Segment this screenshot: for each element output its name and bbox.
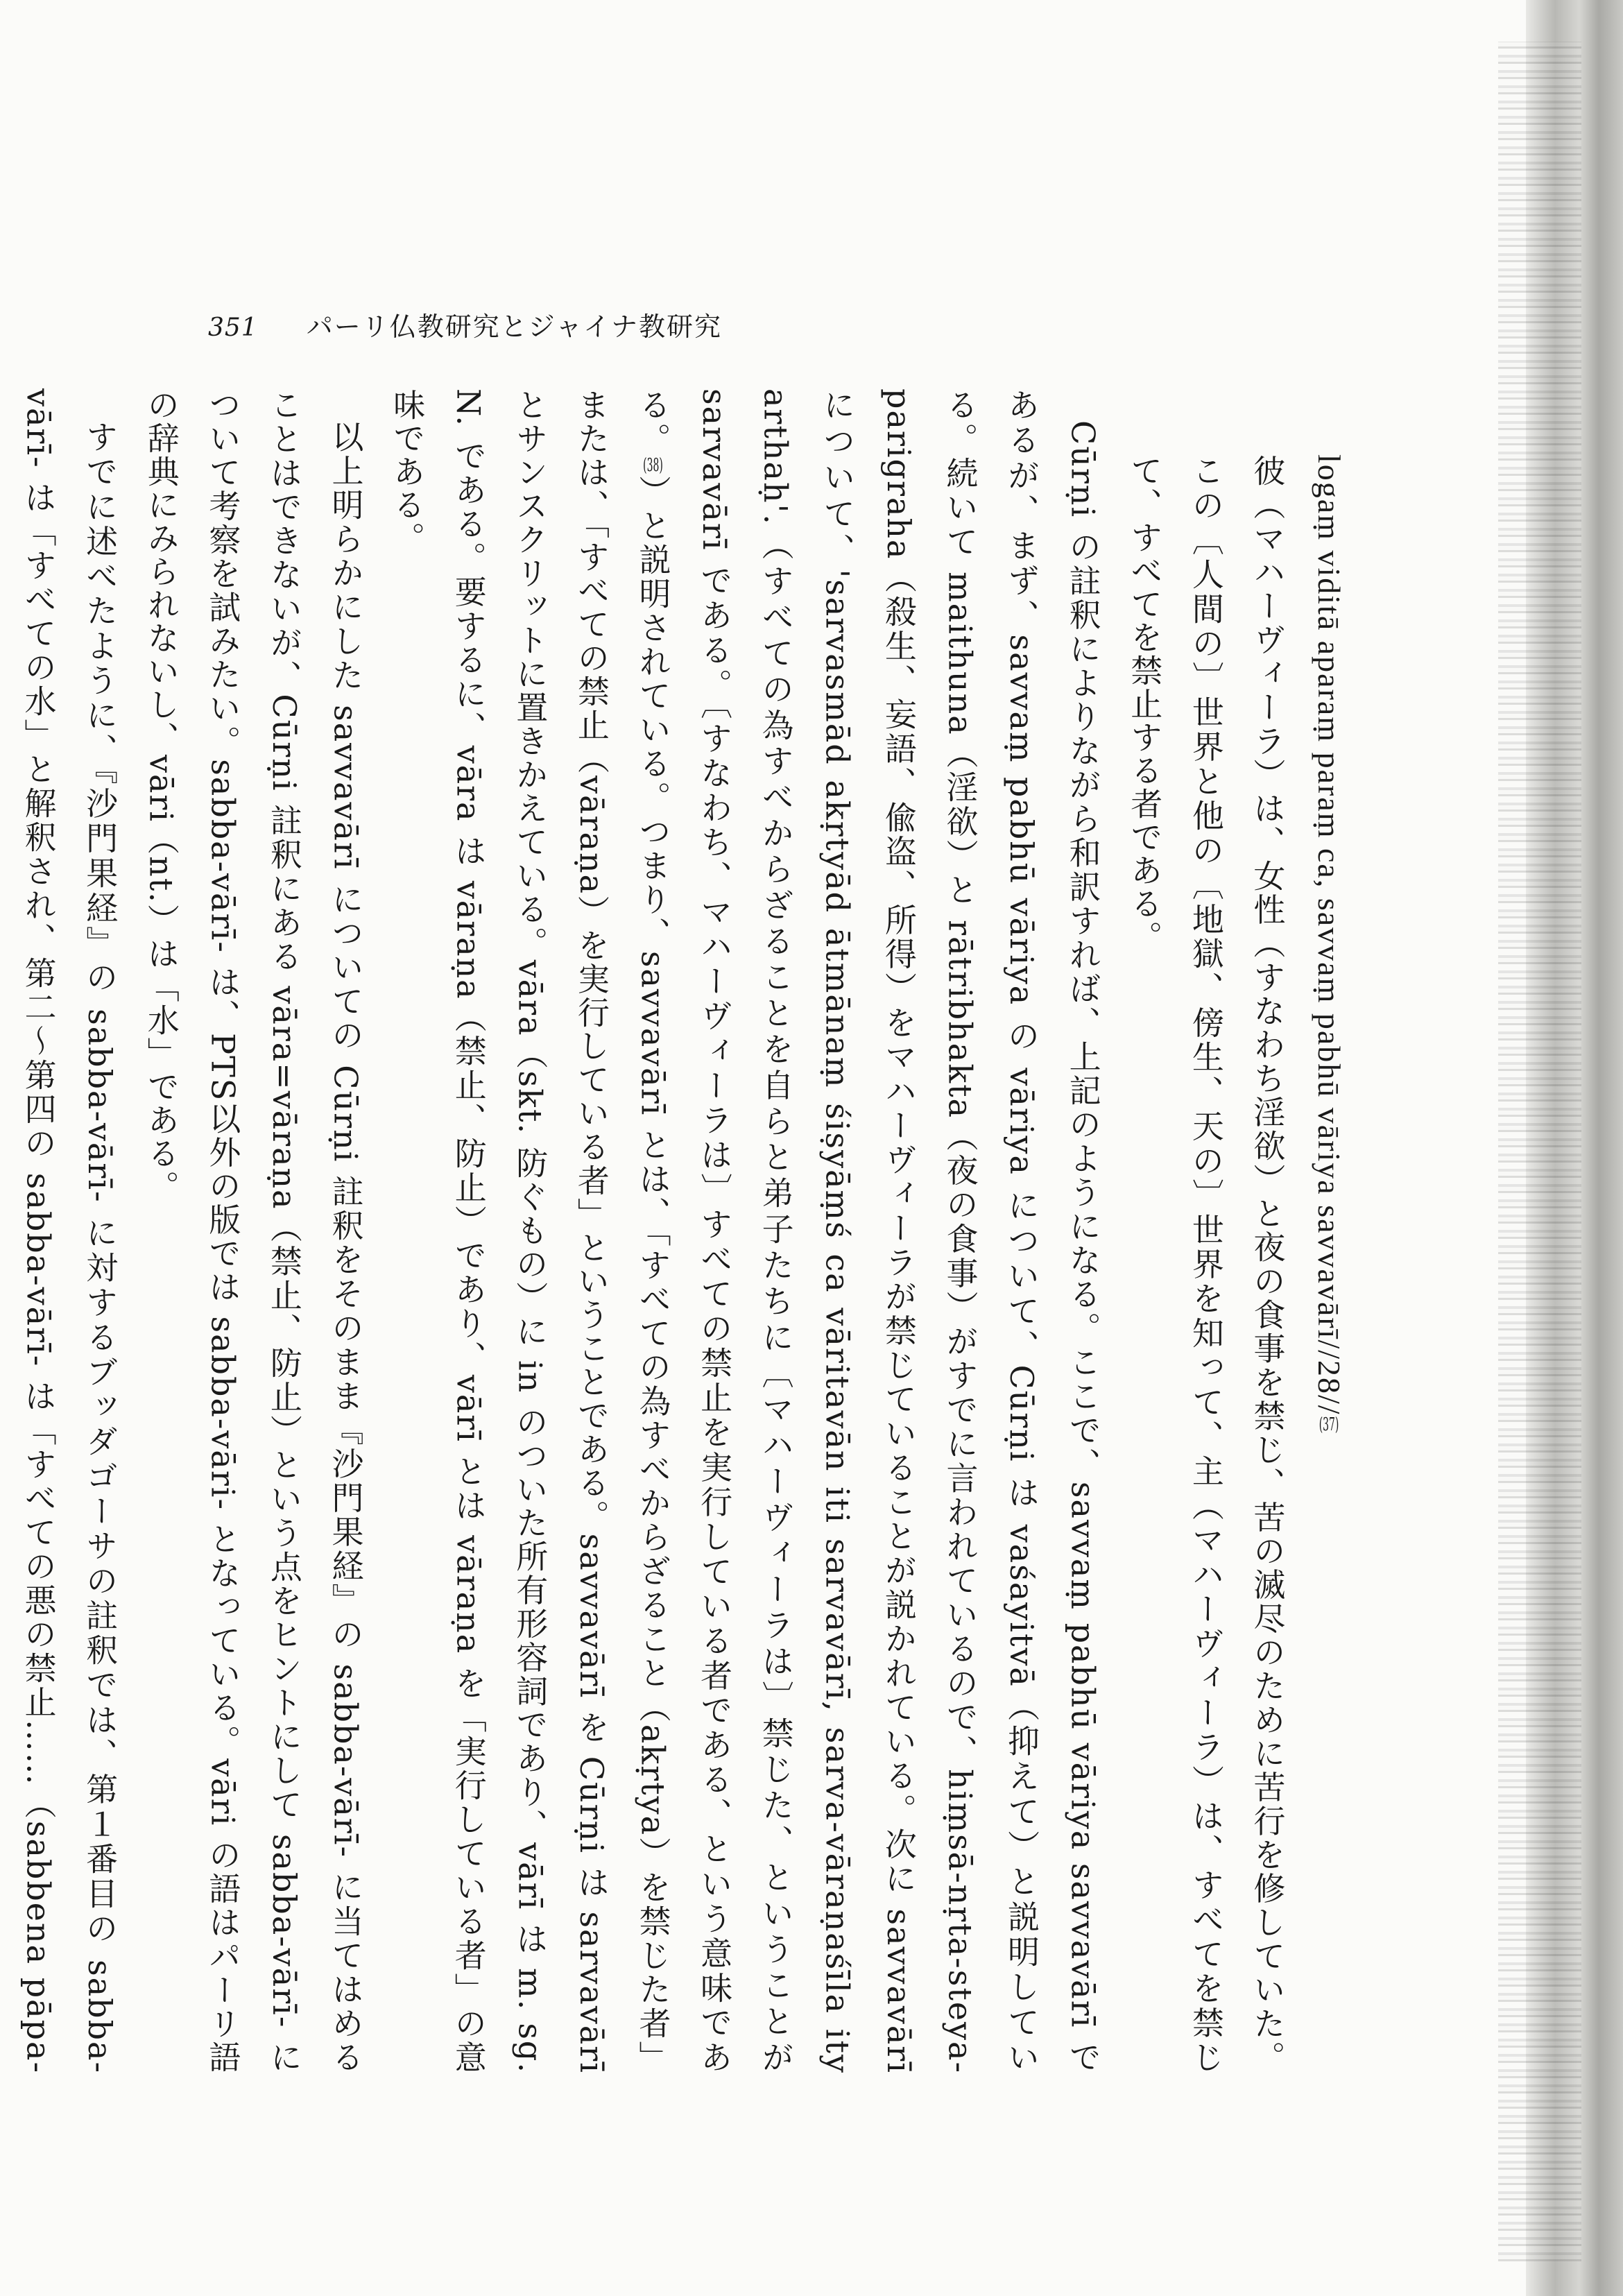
paragraph-curni-commentary	[377, 388, 1114, 2074]
running-title: パーリ仏教研究とジャイナ教研究	[306, 311, 722, 342]
footnote-ref-38: (38)	[643, 456, 663, 474]
verse-line	[1298, 388, 1359, 2074]
vertical-body-text	[19, 388, 1359, 2074]
page-number: 351	[208, 314, 258, 342]
pali-verse: logaṃ viditā aparaṃ paraṃ ca, savvaṃ pabhū vāriya savvavārī//28//	[1312, 454, 1347, 1416]
paragraph-buddhaghosa-commentary: すでに述べたように、『沙門果経』の sabba-vārī- に対するブッダゴーサの註釈では、第１番目の sabba-vārī- は「すべての水」と解釈され、第二～第四の sabba-vārī- は「すべての悪の禁止……（sabbena pāpa-	[19, 388, 119, 2074]
paragraph-curni-commentary-a: Cūrṇi の註釈によりながら和訳すれば、上記のようになる。ここで、savvaṃ pabhū vāriya savvavārī であるが、まず、savvaṃ pabhū vāriya の vāriya について、Cūrṇi は vaśayitvā（抑えて）と説明している。続いて maithuna（淫欲）と rātribhakta（夜の食事）がすでに言われているので、hiṃsā-nṛta-steya-parigraha（殺生、妄語、偸盗、所得）をマハーヴィーラが禁じていることが説かれている。次に savvavārī について、'sarvasmād akṛtyād ātmānaṃ śiṣyāṃś ca vāritavān iti sarvavārī, sarva-vāraṇaśīla ity arthaḥ'.（すべての為すべからざることを自らと弟子たちに〔マハーヴィーラは〕禁じた、ということが sarvavārī である。〔すなわち、マハーヴィーラは〕すべての禁止を実行している者である、という意味である。	[634, 388, 1102, 2074]
page-edge-shadow	[1498, 42, 1581, 2261]
footnote-ref-37: (37)	[1319, 1415, 1339, 1434]
verse-translation: 彼（マハーヴィーラ）は、女性（すなわち淫欲）と夜の食事を禁じ、苦の滅尽のために苦行を修していた。この〔人間の〕世界と他の〔地獄、傍生、天の〕世界を知って、主（マハーヴィーラ）は、すべてを禁じて、すべてを禁止する者である。	[1126, 454, 1287, 2074]
paragraph-curni-commentary-b: ）と説明されている。つまり、savvavārī とは、「すべての為すべからざること（akṛtya）を禁じた者」または、「すべての禁止（vāraṇa）を実行している者」ということである。savvavārī を Cūrṇi は sarvavārī とサンスクリットに置きかえている。vāra（skt. 防ぐもの）に in のついた所有形容詞であり、vārī は m. sg. N. である。要するに、vāra は vāraṇa（禁止、防止）であり、vārī とは vāraṇa を「実行している者」の意味である。	[388, 388, 672, 2074]
running-head	[208, 305, 722, 347]
paragraph-savvavari-analysis: 以上明らかにした savvavārī についての Cūrṇi 註釈をそのまま『沙門果経』の sabba-vārī- に当てはめることはできないが、Cūrṇi 註釈にある vāra=vāraṇa（禁止、防止）という点をヒントにして sabba-vārī- について考察を試みたい。sabba-vārī- は、PTS以外の版では sabba-vāri- となっている。vāri の語はパーリ語の辞典にみられないし、vāri（nt.）は「水」である。	[142, 388, 365, 2074]
